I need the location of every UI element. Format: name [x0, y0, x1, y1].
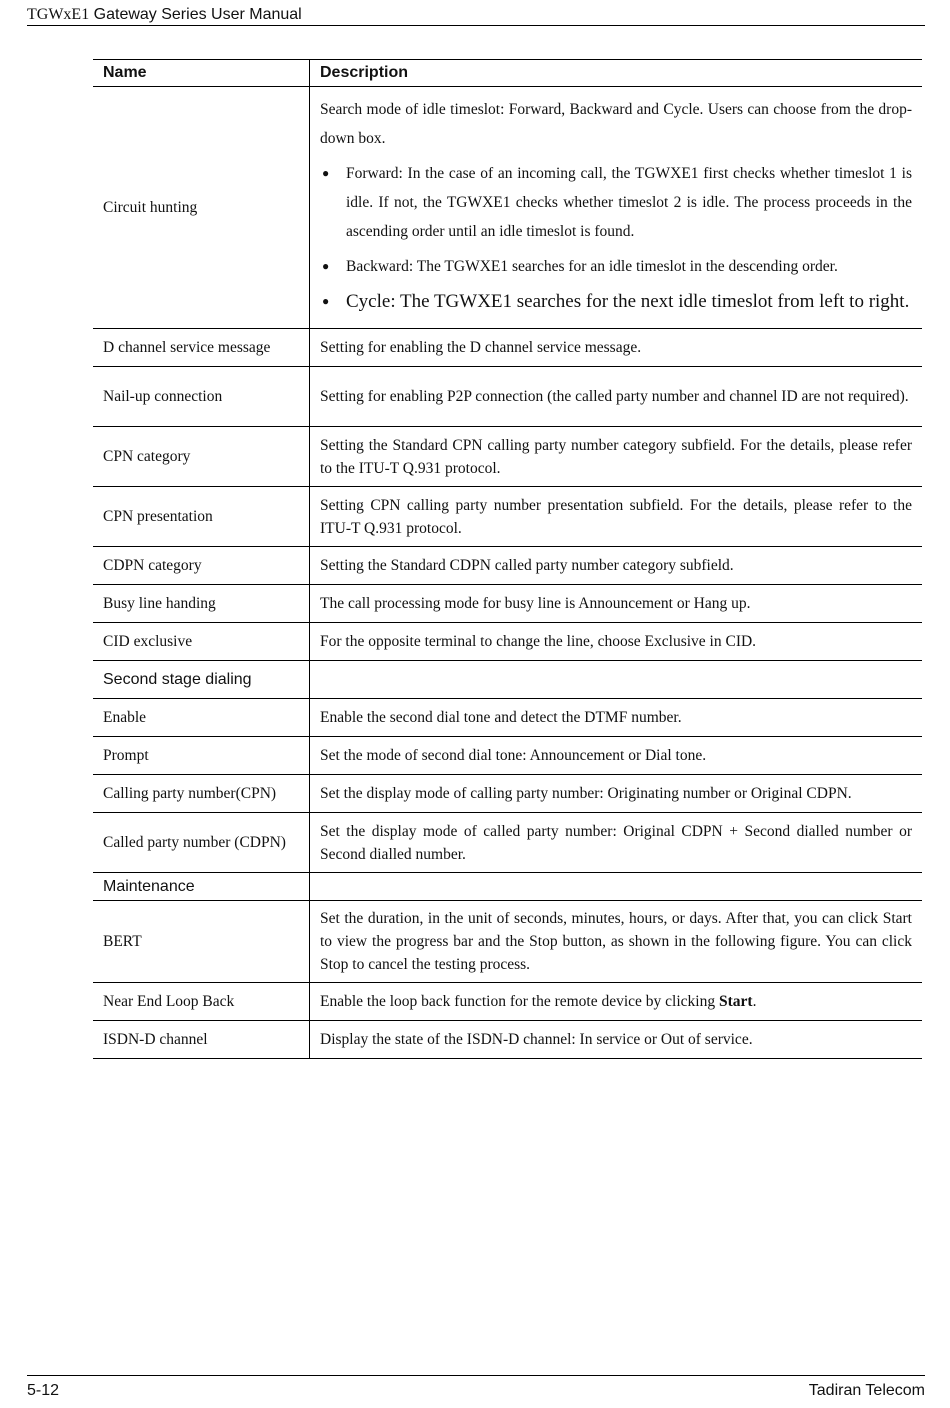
company-name: Tadiran Telecom	[808, 1382, 925, 1399]
header-brand: TGWxE1	[27, 6, 90, 23]
row-description: Enable the loop back function for the remote device by clicking Start.	[310, 983, 923, 1021]
circuit-intro: Search mode of idle timeslot: Forward, Backward and Cycle. Users can choose from the drop-down box.	[320, 101, 912, 147]
row-name: Near End Loop Back	[93, 983, 310, 1021]
row-name: CDPN category	[93, 547, 310, 585]
row-description: Set the display mode of calling party number: Originating number or Original CDPN.	[310, 775, 923, 813]
bullet-icon: ●	[322, 259, 330, 273]
parameter-table	[93, 59, 922, 1059]
row-description: Set the mode of second dial tone: Announcement or Dial tone.	[310, 737, 923, 775]
table-row	[93, 487, 922, 547]
table-row	[93, 813, 922, 873]
row-name: Nail-up connection	[93, 367, 310, 427]
table-header-row	[93, 60, 922, 87]
table-row	[93, 329, 922, 367]
row-description: Display the state of the ISDN-D channel: In service or Out of service.	[310, 1021, 923, 1059]
section-empty-cell	[310, 661, 923, 699]
column-header-name: Name	[93, 60, 310, 87]
table-row	[93, 1021, 922, 1059]
table-row	[93, 901, 922, 983]
table-row	[93, 427, 922, 487]
list-item: ● Backward: The TGWXE1 searches for an idle timeslot in the descending order.	[320, 252, 912, 281]
table-row	[93, 983, 922, 1021]
table-row	[93, 585, 922, 623]
section-row	[93, 661, 922, 699]
circuit-mode-list	[320, 159, 912, 316]
section-row	[93, 873, 922, 901]
section-empty-cell	[310, 873, 923, 901]
row-name: ISDN-D channel	[93, 1021, 310, 1059]
row-description: Setting the Standard CPN calling party number category subfield. For the details, please refer to the ITU-T Q.931 protocol.	[310, 427, 923, 487]
row-name: Enable	[93, 699, 310, 737]
start-keyword: Start	[718, 993, 753, 1010]
header-title: Gateway Series User Manual	[89, 6, 302, 23]
bullet-icon: ●	[322, 294, 330, 308]
row-description: Setting the Standard CDPN called party number category subfield.	[310, 547, 923, 585]
row-name: Prompt	[93, 737, 310, 775]
section-heading-second-stage-dialing: Second stage dialing	[93, 661, 310, 699]
page-header	[27, 4, 925, 26]
row-description: Set the display mode of called party number: Original CDPN + Second dialled number or Second dialled number.	[310, 813, 923, 873]
table-row	[93, 699, 922, 737]
bullet-icon: ●	[322, 166, 330, 180]
row-description: The call processing mode for busy line is Announcement or Hang up.	[310, 585, 923, 623]
table-row	[93, 547, 922, 585]
list-item: ● Forward: In the case of an incoming call, the TGWXE1 first checks whether timeslot 1 is idle. If not, the TGWXE1 checks whether timeslot 2 is idle. The process proceeds in the ascending order until an idle timeslot is found.	[320, 159, 912, 246]
row-name: BERT	[93, 901, 310, 983]
row-description: Setting for enabling P2P connection (the called party number and channel ID are not required).	[310, 367, 923, 427]
column-header-description: Description	[310, 60, 923, 87]
table-row	[93, 367, 922, 427]
row-name: Busy line handing	[93, 585, 310, 623]
section-heading-maintenance: Maintenance	[93, 873, 310, 901]
row-name: D channel service message	[93, 329, 310, 367]
table-row	[93, 623, 922, 661]
table-row	[93, 87, 922, 329]
list-item: ● Cycle: The TGWXE1 searches for the next idle timeslot from left to right.	[320, 287, 912, 316]
row-name: CID exclusive	[93, 623, 310, 661]
row-name: CPN category	[93, 427, 310, 487]
table-row	[93, 737, 922, 775]
row-name: Called party number (CDPN)	[93, 813, 310, 873]
row-description: Setting CPN calling party number presentation subfield. For the details, please refer to the ITU-T Q.931 protocol.	[310, 487, 923, 547]
page-footer	[27, 1375, 925, 1400]
row-name: Circuit hunting	[93, 87, 310, 329]
row-name: CPN presentation	[93, 487, 310, 547]
row-description: Set the duration, in the unit of seconds, minutes, hours, or days. After that, you can click Start to view the progress bar and the Stop button, as shown in the following figure. You can click Stop to cancel the testing process.	[310, 901, 923, 983]
page-number: 5-12	[27, 1382, 60, 1399]
row-description: Enable the second dial tone and detect the DTMF number.	[310, 699, 923, 737]
table-row	[93, 775, 922, 813]
row-description: For the opposite terminal to change the line, choose Exclusive in CID.	[310, 623, 923, 661]
row-description	[310, 87, 923, 329]
row-description: Setting for enabling the D channel service message.	[310, 329, 923, 367]
row-name: Calling party number(CPN)	[93, 775, 310, 813]
